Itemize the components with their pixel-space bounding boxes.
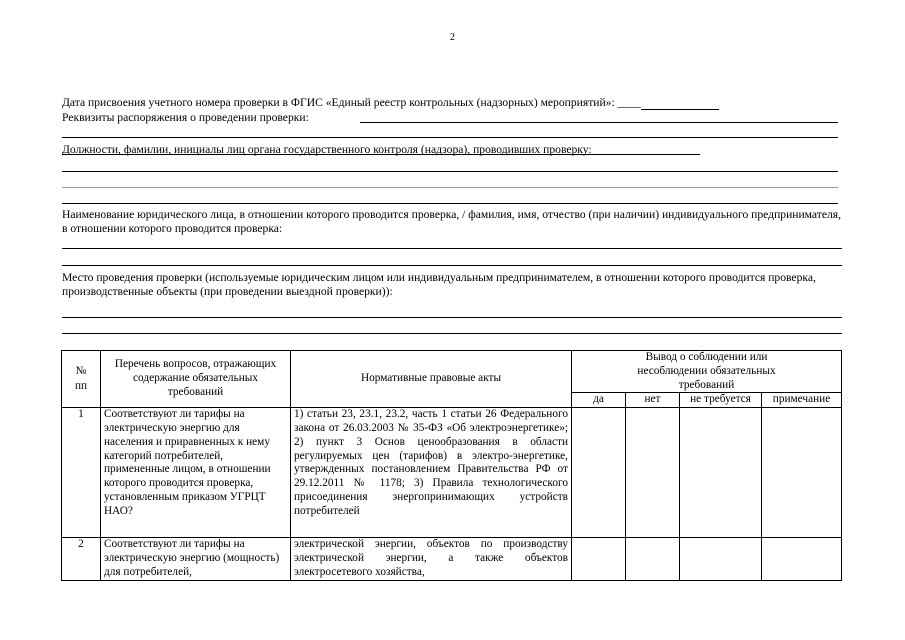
row-note-cell[interactable] [762, 408, 842, 538]
table-header-row [62, 351, 842, 393]
col-header-yes: да [572, 393, 626, 408]
col-header-number: № пп [62, 351, 101, 408]
row-number: 2 [62, 538, 101, 580]
col-header-note: примечание [762, 393, 842, 408]
row-question: Соответствуют ли тарифы на электрическую энергию для населения и приравненных к нему категорий потребителей, примененные лицом, в отношении которого проводится проверка, установленным приказом УГРЦТ НАО? [101, 408, 291, 538]
col-header-not-required: не требуется [680, 393, 762, 408]
place-line-2 [62, 333, 842, 334]
date-field-label [62, 96, 719, 110]
col-header-acts: Нормативные правовые акты [291, 351, 572, 408]
row-yes-cell[interactable] [572, 408, 626, 538]
place-line-1 [62, 317, 842, 318]
entity-field-label: Наименование юридического лица, в отношении которого проводится проверка, / фамилия, имя, отчество (при наличии) индивидуального предпринимателя, в отношении которого проводится проверка: [62, 208, 842, 235]
officials-line-3 [62, 203, 838, 204]
table-row [62, 408, 842, 538]
col-header-questions: Перечень вопросов, отражающих содержание обязательных требований [101, 351, 291, 408]
row-number: 1 [62, 408, 101, 538]
row-no-cell[interactable] [626, 408, 680, 538]
col-header-conclusion: Вывод о соблюдении или несоблюдении обязательных требований [572, 351, 842, 393]
row-note-cell[interactable] [762, 538, 842, 580]
entity-line-2 [62, 265, 842, 266]
row-acts: 1) статьи 23, 23.1, 23.2, часть 1 статьи 26 Федерального закона от 26.03.2003 № 35-ФЗ «Об электроэнергетике»; 2) пункт 3 Основ ценообразования в области регулируемых цен (тарифов) в электро-энергетике, утвержденных постановлением Правительства РФ от 29.12.2011 № 1178; 3) Правила технологического присоединения энергопринимающих устройств потребителей [291, 408, 572, 538]
officials-field-label: Должности, фамилии, инициалы лиц органа государственного контроля (надзора), проводивших проверку: [62, 143, 592, 156]
order-field-line-2 [62, 137, 838, 138]
row-acts: электрической энергии, объектов по производству электрической энергии, а также объектов электросетевого хозяйства, [291, 538, 572, 580]
row-no-cell[interactable] [626, 538, 680, 580]
officials-line-1 [62, 171, 838, 172]
date-field-blank [641, 97, 719, 110]
table-row [62, 538, 842, 580]
requirements-table [61, 350, 842, 581]
order-field-label: Реквизиты распоряжения о проведении проверки: [62, 111, 309, 124]
row-yes-cell[interactable] [572, 538, 626, 580]
officials-line-2 [62, 187, 838, 188]
entity-line-1 [62, 248, 842, 249]
date-field-text: Дата присвоения учетного номера проверки в ФГИС «Единый реестр контрольных (надзорных) мероприятий»: ____ [62, 96, 641, 109]
order-field-line [360, 122, 838, 123]
row-not-required-cell[interactable] [680, 408, 762, 538]
place-field-label: Место проведения проверки (используемые юридическим лицом или индивидуальным предпринимателем, в отношении которого проводится проверка, производственные объекты (при проведении выездной проверки)): [62, 271, 816, 298]
officials-label-underline [62, 154, 700, 155]
row-question: Соответствуют ли тарифы на электрическую энергию (мощность) для потребителей, [101, 538, 291, 580]
page-number: 2 [450, 32, 455, 43]
col-header-no: нет [626, 393, 680, 408]
row-not-required-cell[interactable] [680, 538, 762, 580]
